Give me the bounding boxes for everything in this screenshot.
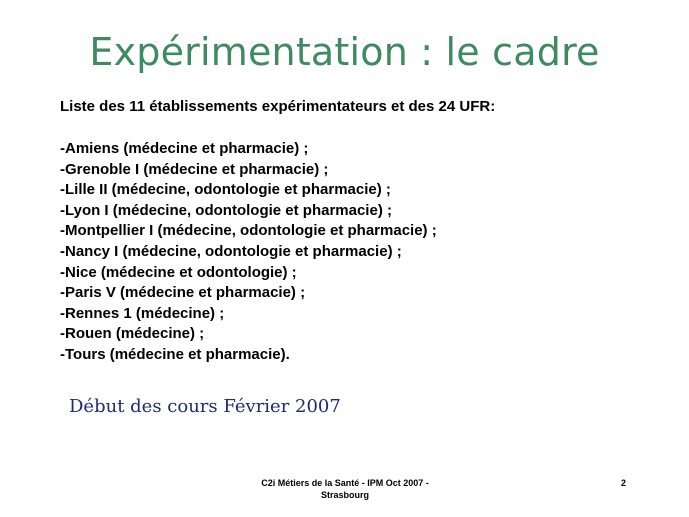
list-item: -Lyon I (médecine, odontologie et pharmacie) ; [60,201,392,219]
list-item: -Montpellier I (médecine, odontologie et pharmacie) ; [60,222,437,240]
slide-body [60,97,660,366]
list-item: -Rouen (médecine) ; [60,325,205,343]
list-item: -Lille II (médecine, odontologie et pharmacie) ; [60,181,391,199]
course-start-note: Début des cours Février 2007 [69,396,341,417]
page-number: 2 [621,478,627,488]
establishment-list [60,139,660,366]
slide-footer [245,477,445,501]
list-intro: Liste des 11 établissements expérimentateurs et des 24 UFR: [60,98,496,115]
list-item: -Grenoble I (médecine et pharmacie) ; [60,160,329,178]
list-item: -Rennes 1 (médecine) ; [60,304,225,322]
footer-line-2: Strasbourg [320,490,369,500]
slide-title: Expérimentation : le cadre [89,30,600,74]
list-item: -Amiens (médecine et pharmacie) ; [60,140,309,157]
footer-line-1: C2i Métiers de la Santé - IPM Oct 2007 - [261,478,429,488]
list-item: -Nice (médecine et odontologie) ; [60,263,297,281]
list-item: -Tours (médecine et pharmacie). [60,345,290,363]
list-item: -Paris V (médecine et pharmacie) ; [60,284,306,302]
spacer [60,117,660,139]
list-item: -Nancy I (médecine, odontologie et pharmacie) ; [60,242,402,260]
